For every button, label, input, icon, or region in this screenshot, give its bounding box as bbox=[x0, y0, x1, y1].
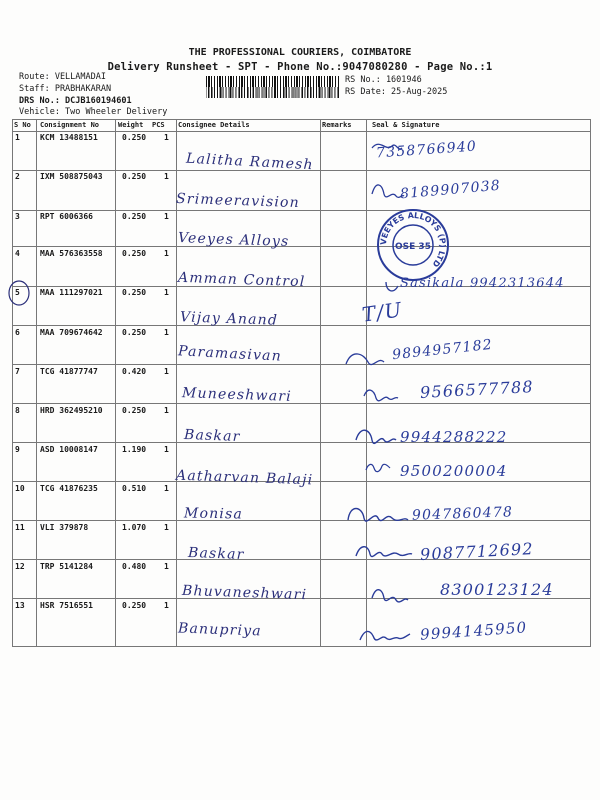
row-weight: 0.250 bbox=[122, 328, 147, 337]
row-sno: 2 bbox=[15, 172, 20, 181]
handwritten-signature: 8189907038 bbox=[399, 177, 502, 203]
handwritten-signature: 9994145950 bbox=[419, 618, 528, 644]
row-weight: 0.480 bbox=[122, 562, 147, 571]
handwritten-signature: 8300123124 bbox=[440, 580, 554, 599]
column-header-consignment: Consignment No bbox=[40, 121, 100, 129]
row-pcs: 1 bbox=[164, 406, 169, 415]
staff-label: Staff: PRABHAKARAN bbox=[19, 84, 112, 94]
barcode-image bbox=[206, 76, 340, 98]
row-pcs: 1 bbox=[164, 523, 169, 532]
row-pcs: 1 bbox=[164, 212, 169, 221]
handwritten-signature: 9566577788 bbox=[419, 377, 535, 402]
row-sno: 5 bbox=[15, 288, 20, 297]
handwritten-consignee: Amman Control bbox=[177, 269, 306, 291]
handwritten-consignee: Banupriya bbox=[177, 620, 263, 640]
row-consignment: HSR 7516551 bbox=[40, 601, 93, 610]
row-weight: 0.510 bbox=[122, 484, 147, 493]
handwritten-signature: Sasikala 9942313644 bbox=[400, 276, 565, 291]
row-sno: 7 bbox=[15, 367, 20, 376]
table-top-rule bbox=[12, 119, 590, 120]
vehicle-label: Vehicle: Two Wheeler Delivery bbox=[19, 107, 168, 117]
row-consignment: KCM 13488151 bbox=[40, 133, 98, 142]
rs-date: RS Date: 25-Aug-2025 bbox=[345, 87, 448, 97]
row-divider bbox=[12, 246, 590, 247]
signature-scribble bbox=[360, 631, 410, 640]
seal-center-text: OSE 35 bbox=[395, 242, 431, 252]
handwritten-signature: 9087712692 bbox=[419, 539, 535, 564]
signature-scribble bbox=[366, 464, 390, 471]
row-consignment: HRD 362495210 bbox=[40, 406, 103, 415]
handwritten-signature: 9047860478 bbox=[411, 504, 514, 524]
row-sno: 8 bbox=[15, 406, 20, 415]
row-pcs: 1 bbox=[164, 601, 169, 610]
column-rule bbox=[366, 119, 367, 647]
table-header-rule bbox=[12, 131, 590, 132]
row-divider bbox=[12, 210, 590, 211]
signature-scribble bbox=[346, 354, 384, 365]
handwritten-consignee: Bhuvaneshwari bbox=[181, 582, 308, 604]
column-rule bbox=[36, 119, 37, 647]
row-weight: 0.250 bbox=[122, 249, 147, 258]
column-header-pcs: PCS bbox=[152, 121, 165, 129]
row-consignment: TCG 41877747 bbox=[40, 367, 98, 376]
document-title: THE PROFESSIONAL COURIERS, COIMBATORE bbox=[188, 47, 412, 58]
column-rule bbox=[590, 119, 591, 647]
row-pcs: 1 bbox=[164, 288, 169, 297]
row-consignment: MAA 709674642 bbox=[40, 328, 103, 337]
handwritten-consignee: Paramasivan bbox=[177, 343, 283, 365]
handwritten-signature: 9894957182 bbox=[391, 336, 494, 364]
company-seal-stamp bbox=[376, 208, 450, 282]
handwritten-signature: 9500200004 bbox=[400, 462, 508, 480]
row-sno: 1 bbox=[15, 133, 20, 142]
handwritten-signature: 7358766940 bbox=[375, 138, 478, 162]
column-rule bbox=[320, 119, 321, 647]
column-header-signature: Seal & Signature bbox=[372, 121, 440, 129]
table-bottom-rule bbox=[12, 646, 590, 647]
handwritten-consignee: Veeyes Alloys bbox=[177, 230, 290, 250]
column-header-sno: S No bbox=[14, 121, 31, 129]
row-weight: 1.190 bbox=[122, 445, 147, 454]
row-divider bbox=[12, 325, 590, 326]
row-pcs: 1 bbox=[164, 445, 169, 454]
row-pcs: 1 bbox=[164, 562, 169, 571]
row-pcs: 1 bbox=[164, 328, 169, 337]
handwritten-consignee: Baskar bbox=[187, 545, 245, 563]
row-consignment: RPT 6006366 bbox=[40, 212, 93, 221]
row-pcs: 1 bbox=[164, 249, 169, 258]
row-weight: 0.250 bbox=[122, 601, 147, 610]
row-weight: 1.070 bbox=[122, 523, 147, 532]
row-sno: 12 bbox=[15, 562, 25, 571]
column-rule bbox=[12, 119, 13, 647]
seal-ring-text: VEEYES ALLOYS (P) LTD bbox=[378, 210, 448, 269]
handwritten-consignee: Vijay Anand bbox=[179, 309, 279, 329]
signature-scribble bbox=[364, 390, 398, 401]
column-header-remarks: Remarks bbox=[322, 121, 352, 129]
row-pcs: 1 bbox=[164, 367, 169, 376]
row-weight: 0.250 bbox=[122, 133, 147, 142]
drs-number: DRS No.: DCJB160194601 bbox=[19, 96, 132, 106]
handwritten-consignee: Muneeshwari bbox=[181, 385, 293, 405]
row-weight: 0.250 bbox=[122, 212, 147, 221]
row-consignment: IXM 508875043 bbox=[40, 172, 103, 181]
row-weight: 0.420 bbox=[122, 367, 147, 376]
row-weight: 0.250 bbox=[122, 172, 147, 181]
row-weight: 0.250 bbox=[122, 288, 147, 297]
handwritten-consignee: Baskar bbox=[183, 427, 241, 445]
row-sno: 6 bbox=[15, 328, 20, 337]
row-pcs: 1 bbox=[164, 172, 169, 181]
document-subtitle: Delivery Runsheet - SPT - Phone No.:9047080280 - Page No.:1 bbox=[107, 61, 493, 73]
row-consignment: TCG 41876235 bbox=[40, 484, 98, 493]
row-sno: 13 bbox=[15, 601, 25, 610]
row-divider bbox=[12, 364, 590, 365]
column-header-weight: Weight bbox=[118, 121, 144, 129]
row-sno: 10 bbox=[15, 484, 25, 493]
row-pcs: 1 bbox=[164, 133, 169, 142]
row-sno: 4 bbox=[15, 249, 20, 258]
row-consignment: MAA 111297021 bbox=[40, 288, 103, 297]
column-rule bbox=[115, 119, 116, 647]
signature-scribble bbox=[356, 547, 412, 557]
row-weight: 0.250 bbox=[122, 406, 147, 415]
handwritten-signature: T/U bbox=[360, 297, 405, 327]
row-consignment: VLI 379878 bbox=[40, 523, 89, 532]
column-header-consignee: Consignee Details bbox=[178, 121, 250, 129]
signature-scribble bbox=[372, 590, 408, 602]
route-label: Route: VELLAMADAI bbox=[19, 72, 106, 82]
row-consignment: TRP 5141284 bbox=[40, 562, 93, 571]
row-divider bbox=[12, 403, 590, 404]
handwritten-consignee: Lalitha Ramesh bbox=[185, 150, 315, 174]
handwritten-consignee: Aatharvan Balaji bbox=[175, 467, 314, 489]
row-sno: 11 bbox=[15, 523, 25, 532]
row-consignment: ASD 10008147 bbox=[40, 445, 98, 454]
handwritten-signature: 9944288222 bbox=[400, 428, 508, 446]
row-consignment: MAA 576363558 bbox=[40, 249, 103, 258]
row-pcs: 1 bbox=[164, 484, 169, 493]
handwritten-consignee: Monisa bbox=[183, 505, 244, 523]
row-sno: 3 bbox=[15, 212, 20, 221]
handwritten-consignee: Srimeeravision bbox=[175, 190, 301, 212]
rs-number: RS No.: 1601946 bbox=[345, 75, 422, 85]
row-sno: 9 bbox=[15, 445, 20, 454]
